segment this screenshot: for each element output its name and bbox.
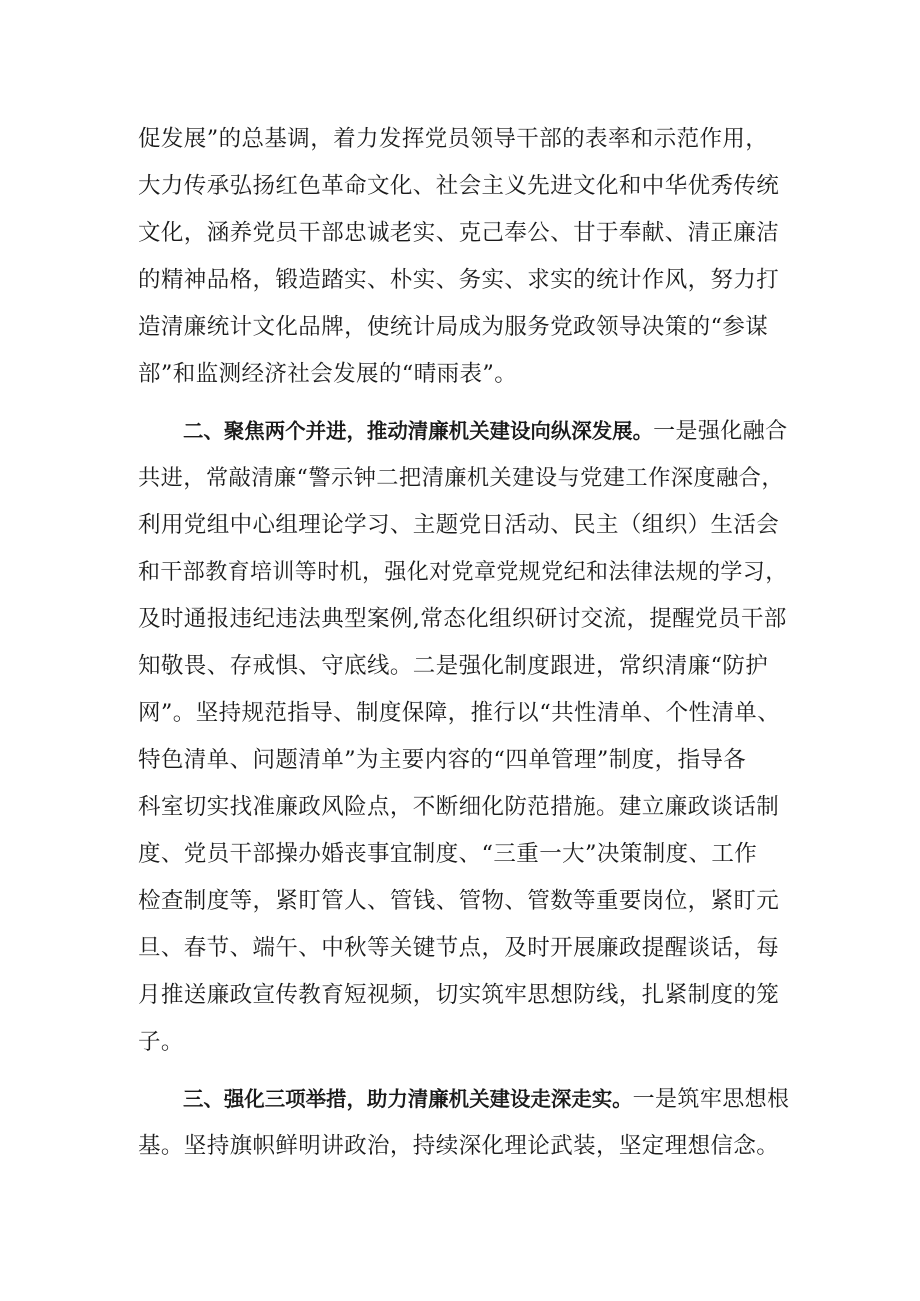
paragraph-2 [138,408,790,1066]
text-line: 和干部教育培训等时机，强化对党章党规党纪和法律法规的学习， [138,560,788,585]
text-line: 度、党员干部操办婚丧事宜制度、“三重一大”决策制度、工作 [138,841,758,867]
paragraph-1 [138,116,790,398]
document-page [138,116,790,1170]
text-line: 网”。坚持规范指导、制度保障，推行以“共性清单、个性清单、 [138,700,781,726]
text-line: 科室切实找准廉政风险点，不断细化防范措施。建立廉政谈话制 [138,794,780,820]
text-line: 月推送廉政宣传教育短视频，切实筑牢思想防线，扎紧制度的笼 [138,982,780,1008]
section-heading-3: 三、强化三项举措，助力清廉机关建设走深走实。 [183,1087,633,1111]
paragraph-3 [138,1076,790,1170]
paragraph-3-first-line [138,1076,790,1123]
text-run: 一是筑牢思想根 [632,1087,790,1112]
text-line: 造清廉统计文化品牌，使统计局成为服务党政领导决策的“参谋 [138,314,769,340]
section-heading-2: 二、聚焦两个并进，推动清廉机关建设向纵深发展。 [183,419,654,443]
text-line: 共进，常敲清廉“警示钟二把清廉机关建设与党建工作深度融合， [138,465,784,491]
paragraph-2-first-line [138,408,790,455]
text-line: 子。 [138,1029,184,1055]
text-run: 一是强化融合 [653,419,788,444]
text-line: 基。坚持旗帜鲜明讲政治，持续深化理论武装，坚定理想信念。 [138,1133,780,1159]
text-line: 旦、春节、端午、中秋等关键节点，及时开展廉政提醒谈话，每 [138,935,780,961]
text-line: 特色清单、问题清单”为主要内容的“四单管理”制度，指导各 [138,747,747,773]
text-line: 促发展”的总基调，着力发挥党员领导干部的表率和示范作用， [138,126,769,152]
text-line: 及时通报违纪违法典型案例,常态化组织研讨交流，提醒党员干部 [138,606,787,632]
text-line: 利用党组中心组理论学习、主题党日活动、民主（组织）生活会 [138,512,780,538]
text-line: 知敬畏、存戒惧、守底线。二是强化制度跟进，常织清廉“防护 [138,653,769,679]
text-line: 检查制度等，紧盯管人、管钱、管物、管数等重要岗位，紧盯元 [138,888,780,914]
text-line: 部”和监测经济社会发展的“晴雨表”。 [138,361,518,387]
text-line: 大力传承弘扬红色革命文化、社会主义先进文化和中华优秀传统 [138,173,780,199]
text-line: 文化，涵养党员干部忠诚老实、克己奉公、甘于奉献、清正廉洁 [138,220,780,246]
text-line: 的精神品格，锻造踏实、朴实、务实、求实的统计作风，努力打 [138,267,780,293]
